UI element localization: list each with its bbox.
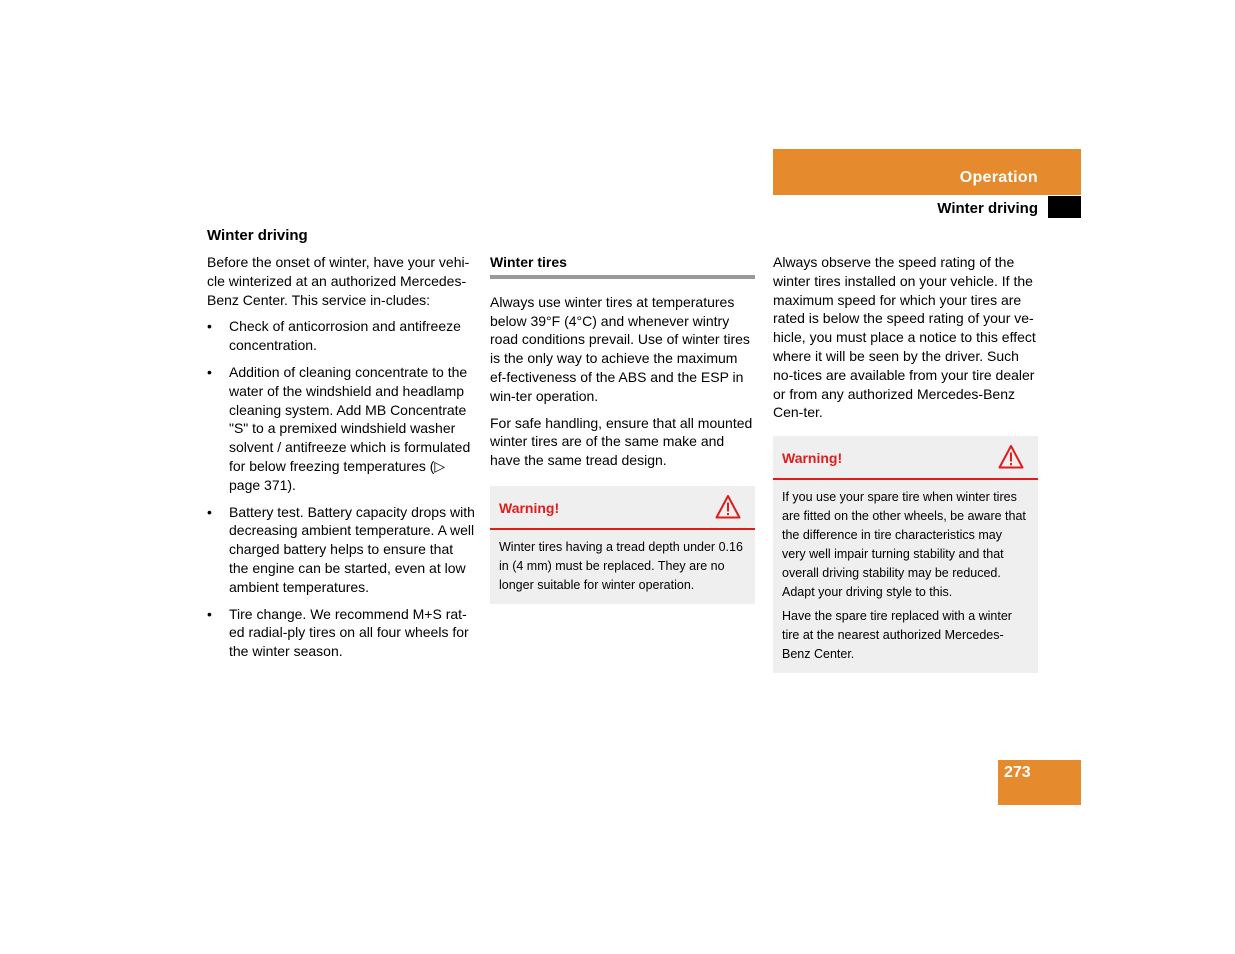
bullet-icon: • (207, 318, 212, 335)
warning-header (490, 486, 755, 530)
list-item: • Battery test. Battery capacity drops with decreasing ambient temperature. A well charged battery helps to ensure that the engine can be started, even at low ambient temperatures. (207, 503, 475, 595)
column-left (207, 253, 475, 669)
warning-box (773, 436, 1038, 673)
page-title: Winter driving (207, 227, 308, 244)
bullet-icon: • (207, 605, 212, 622)
warning-triangle-icon (998, 444, 1024, 470)
page-number: 273 (1004, 764, 1031, 781)
intro-paragraph: Before the onset of winter, have your vehi-cle winterized at an authorized Mercedes-Benz Center. This service in-cludes: (207, 254, 470, 308)
chapter-header-bar (773, 149, 1081, 195)
column-middle (490, 253, 755, 604)
warning-text: Have the spare tire replaced with a winter tire at the nearest authorized Mercedes-Benz Center. (782, 609, 1012, 662)
warning-box (490, 486, 755, 604)
warning-text: If you use your spare tire when winter tires are fitted on the other wheels, be aware that the difference in tire characteristics may very well impair turning stability and that overall driving stability may be reduced. Adapt your driving style to this. (782, 490, 1026, 600)
speed-rating-paragraph: Always observe the speed rating of the winter tires installed on your vehicle. If the maximum speed for which your tires are rated is below the speed rating of your ve-hicle, you must place a notice to this effect where it will be seen by the driver. Such no-tices are available from your tire dealer or from any authorized Mercedes-Benz Cen-ter. (773, 254, 1036, 421)
bullet-icon: • (207, 503, 212, 520)
service-list (207, 317, 475, 661)
bullet-icon: • (207, 363, 212, 380)
list-item: • Tire change. We recommend M+S rat-ed radial-ply tires on all four wheels for the winter season. (207, 605, 469, 660)
winter-tires-heading: Winter tires (490, 253, 755, 279)
winter-tires-paragraph: For safe handling, ensure that all mounted winter tires are of the same make and have the same tread design. (490, 414, 753, 469)
list-item: • Check of anticorrosion and antifreeze concentration. (207, 318, 461, 354)
warning-header (773, 436, 1038, 480)
chapter-title: Operation (959, 169, 1038, 186)
warning-triangle-icon (715, 494, 741, 520)
warning-body (490, 530, 755, 604)
section-header-title: Winter driving (937, 200, 1038, 217)
warning-body (773, 480, 1038, 673)
winter-tires-paragraph: Always use winter tires at temperatures below 39°F (4°C) and whenever wintry road conditions prevail. Use of winter tires is the only way to achieve the maximum ef-fectiveness of the ABS and the ESP in win-ter operation. (490, 293, 750, 404)
warning-label: Warning! (782, 450, 843, 467)
warning-label: Warning! (499, 499, 560, 516)
section-tab-marker (1048, 196, 1081, 218)
column-right (773, 253, 1038, 673)
warning-text: Winter tires having a tread depth under 0.16 in (4 mm) must be replaced. They are no longer suitable for winter operation. (499, 539, 743, 592)
page-number-box (998, 760, 1081, 805)
list-item: • Addition of cleaning concentrate to the water of the windshield and headlamp cleaning system. Add MB Concentrate "S" to a premixed windshield washer solvent / antifreeze which is formulated for below freezing temperatures (▷ page 371). (207, 363, 471, 493)
